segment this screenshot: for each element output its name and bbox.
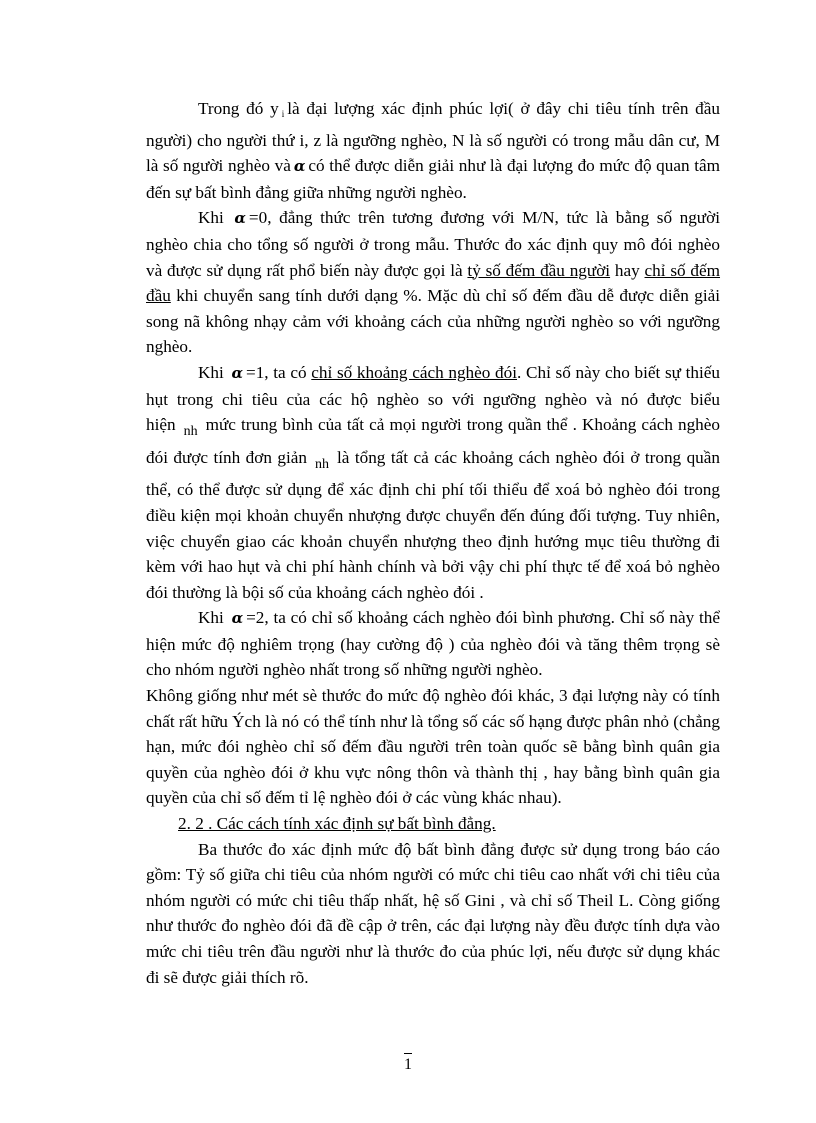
p4-text-1: Khi: [198, 608, 224, 628]
p3-text-4: mức trung bình của tất cả mọi người trong quần thể . Khoảng cách nghèo đói được tính đơn giản: [146, 415, 720, 467]
p1-text-2: là đại lượng xác định phúc lợi( ở đây chi tiêu tính trên đầu người) cho người thứ i, z là ngưỡng nghèo, N là số người có trong mẫu dân cư, M là số người nghèo và: [146, 99, 720, 176]
nh-fragment-2: nh: [314, 456, 329, 472]
paragraph-6: Ba thước đo xác định mức độ bất bình đẳng được sử dụng trong báo cáo gồm: Tỷ số giữa chi tiêu của nhóm người có mức chi tiêu cao nhất với chi tiêu của nhóm người có mức chi tiêu thấp nhất, hệ số Gini , và chỉ số Theil L. Còng giống như thước đo nghèo đói đã đề cập ở trên, các đại lượng này đều được tính dựa vào mức chi tiêu trên đầu người như là thước đo của phúc lợi, nếu được sử dụng khác đi sẽ được giải thích rõ.: [146, 839, 720, 987]
p1-text-3: có thể được diễn giải như là đại lượng đo mức độ quan tâm đến sự bất bình đẳng giữa những người nghèo.: [146, 156, 720, 202]
p3-text-1: Khi: [198, 362, 224, 382]
page-number-text: 1: [404, 1053, 412, 1073]
alpha-symbol: α: [231, 363, 244, 382]
section-heading-text: 2. 2 . Các cách tính xác định sự bất bình đẳng.: [178, 814, 496, 834]
p2-text-2: =0, đẳng thức trên tương đương với M/N, tức là bằng số người nghèo chia cho tổng số người ở trong mẫu. Thước đo xác định quy mô đói nghèo và được sử dụng rất phổ biến này được gọi là: [146, 208, 720, 280]
nh-fragment-1: nh: [183, 424, 198, 440]
subscript-i: i: [281, 109, 285, 119]
paragraph-4: [146, 605, 720, 683]
paragraph-3: [146, 360, 720, 605]
p2-text-4: khi chuyển sang tính dưới dạng %. Mặc dù chỉ số đếm đầu dễ được diễn giải song nã không nhạy cảm với khoảng cách của những người nghèo so với ngưỡng nghèo.: [146, 286, 721, 357]
p3-text-5: là tổng tất cả các khoảng cách nghèo đói ở trong quần thể, có thể được sử dụng để xác định chi phí tối thiểu để xoá bỏ nghèo đói trong điều kiện mọi khoản chuyển nhượng được chuyển đến đúng đối tượng. Tuy nhiên, việc chuyển giao các khoản chuyển nhượng theo định hướng mục tiêu thường đi kèm với hao hụt và chi phí hành chính và bởi vậy chi phí thực tế để xoá bỏ nghèo đói thường là bội số của khoảng cách nghèo đói .: [146, 447, 720, 602]
term-poverty-gap-index: chỉ số khoảng cách nghèo đói: [311, 362, 518, 382]
alpha-symbol: α: [231, 609, 244, 628]
body-text: [146, 96, 720, 990]
alpha-symbol: α: [234, 209, 246, 228]
term-head-count-ratio: tỷ số đếm đầu người: [467, 260, 611, 280]
p2-text-3: hay: [614, 260, 640, 280]
term-head-count-index: chỉ số đếm đầu: [146, 260, 721, 306]
paragraph-5: Không giống như mét sè thước đo mức độ nghèo đói khác, 3 đại lượng này có tính chất rất hữu Ých là nó có thể tính như là tổng số các số hạng được phân nhỏ (chẳng hạn, mức đói nghèo chỉ số đếm đầu người trên toàn quốc sẽ bằng bình quân gia quyền của nghèo đói ở khu vực nông thôn và thành thị , hay bằng bình quân gia quyền của chỉ số đếm tỉ lệ nghèo đói ở các vùng khác nhau).: [146, 686, 720, 808]
alpha-symbol: α: [293, 157, 306, 176]
section-heading: [146, 811, 720, 837]
page-number: [0, 1056, 816, 1074]
paragraph-1: [146, 96, 720, 205]
p2-text-1: Khi: [198, 208, 224, 228]
p3-text-2: =1, ta có: [246, 362, 307, 382]
p4-text-2: =2, ta có chỉ số khoảng cách nghèo đói bình phương. Chỉ số này thể hiện mức độ nghiêm trọng (hay cường độ ) của nghèo đói và tăng thêm trọng sè cho nhóm người nghèo nhất trong số những người nghèo.: [146, 608, 720, 680]
paragraph-2: [146, 205, 720, 360]
p1-text-1: Trong đó y: [198, 99, 279, 118]
p3-text-3: . Chỉ số này cho biết sự thiếu hụt trong chi tiêu của các hộ nghèo so với ngưỡng nghèo và nó được biểu hiện: [146, 362, 720, 435]
